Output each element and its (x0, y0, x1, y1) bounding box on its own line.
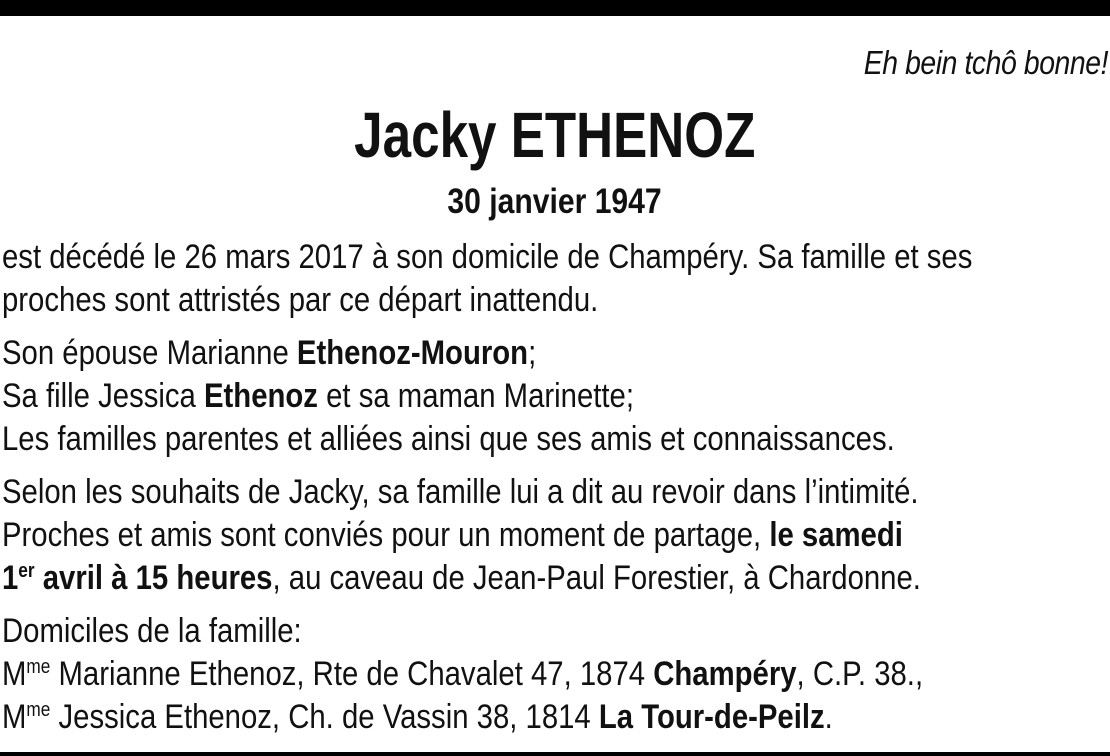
death-notice-line-2: proches sont attristés par ce départ inattendu. (2, 281, 599, 319)
spouse-suffix: ; (528, 334, 537, 372)
farewell-date-time (2, 559, 272, 597)
top-border-rule (0, 0, 1110, 16)
domicile-title: M (2, 698, 27, 736)
domicile-address: Jessica Ethenoz, Ch. de Vassin 38, 1814 (50, 698, 599, 736)
farewell-line-3 (2, 557, 1105, 600)
farewell-date-number: 1 (2, 559, 19, 597)
domicile-address: Marianne Ethenoz, Rte de Chavalet 47, 1874 (50, 655, 654, 693)
daughter-surname: Ethenoz (203, 377, 318, 415)
motto-line: Eh bein tchô bonne! (863, 44, 1108, 81)
birth-date-text: 30 janvier 1947 (447, 182, 663, 221)
farewell-line-2-text: Proches et amis sont conviés pour un moment de partage, (2, 516, 770, 554)
daughter-prefix: Sa fille Jessica (2, 377, 204, 415)
domicile-place: La Tour-de-Peilz (598, 698, 825, 736)
farewell-line-2 (2, 514, 1105, 557)
domicile-suffix: , C.P. 38., (796, 655, 924, 693)
domicile-entry (2, 696, 1105, 739)
domicile-title: M (2, 655, 27, 693)
bottom-border-rule (0, 752, 1110, 756)
domicile-suffix: . (824, 698, 833, 736)
family-line-spouse (2, 332, 1105, 375)
spouse-surname: Ethenoz-Mouron (296, 334, 529, 372)
domicile-place: Champéry (653, 655, 797, 693)
spouse-prefix: Son épouse Marianne (2, 334, 297, 372)
family-line-daughter (2, 375, 1105, 418)
death-notice-line-1: est décédé le 26 mars 2017 à son domicile de Champéry. Sa famille et ses (2, 238, 973, 276)
domicile-title-sup: me (26, 656, 51, 678)
farewell-location: , au caveau de Jean-Paul Forestier, à Chardonne. (272, 559, 921, 597)
farewell-line-1: Selon les souhaits de Jacky, sa famille lui a dit au revoir dans l’intimité. (2, 473, 919, 511)
farewell-day: le samedi (769, 516, 903, 554)
daughter-suffix: et sa maman Marinette; (317, 377, 634, 415)
domicile-entry (2, 653, 1105, 696)
domiciles-heading: Domiciles de la famille: (2, 612, 302, 650)
deceased-name-text: Jacky ETHENOZ (354, 99, 756, 171)
domicile-title-sup: me (26, 699, 51, 721)
farewell-date-ordinal: er (18, 560, 35, 582)
family-line-relatives: Les familles parentes et alliées ainsi que ses amis et connaissances. (2, 420, 895, 458)
announcement-body (2, 236, 1105, 739)
deceased-name (0, 98, 1110, 172)
farewell-date-rest: avril à 15 heures (34, 559, 273, 597)
birth-date (0, 182, 1110, 222)
